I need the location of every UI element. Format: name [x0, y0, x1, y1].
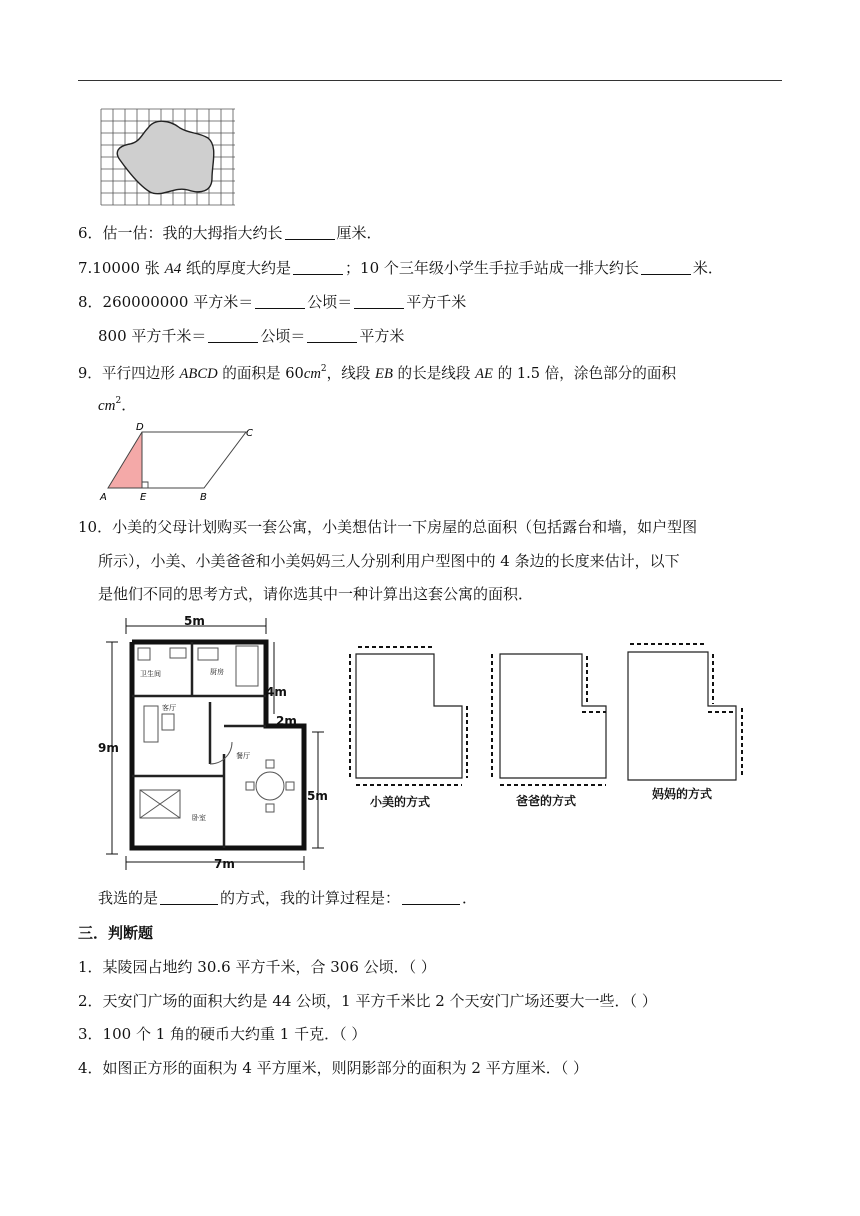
q9-ae: AE: [475, 366, 493, 382]
q9-unit-2: cm: [98, 398, 116, 414]
dim-step-2m: 2m: [276, 714, 297, 728]
judge-item-1: 1．某陵园占地约 30.6 平方千米，合 306 公顷．（ ）: [78, 958, 436, 976]
q6-suffix: 厘米．: [336, 224, 382, 242]
room-dining: 餐厅: [236, 752, 250, 760]
q9-e: 的 1.5 倍，涂色部分的面积: [492, 365, 677, 382]
q7-suffix: 米．: [692, 259, 723, 277]
q7-answer-blank-2[interactable]: [641, 259, 691, 275]
question-6: [78, 222, 382, 244]
q8-blank-4[interactable]: [307, 327, 357, 343]
q7-answer-blank-1[interactable]: [293, 259, 343, 275]
q8-l2-a: 800 平方千米＝: [98, 327, 207, 345]
q10-answer-a: 我选的是: [98, 889, 159, 907]
q8-blank-3[interactable]: [208, 327, 258, 343]
q7-mid2: ；10 个三年级小学生手拉手站成一排大约长: [345, 259, 639, 277]
question-10-line-2: 所示），小美、小美爸爸和小美妈妈三人分别利用户型图中的 4 条边的长度来估计，以下: [98, 552, 680, 570]
q9-c: ，线段: [326, 365, 376, 382]
q10-process-blank[interactable]: [402, 889, 460, 905]
q9-unit: cm: [303, 366, 321, 382]
dim-left-9m: 9m: [98, 741, 119, 755]
q9-a: 9．平行四边形: [78, 365, 180, 382]
question-8-line-2: [98, 325, 404, 347]
q8-blank-1[interactable]: [255, 293, 305, 309]
label-B: B: [200, 492, 207, 502]
q9-d: 的长是线段: [392, 365, 476, 382]
dim-right-5m: 5m: [307, 789, 328, 803]
room-bedroom: 卧室: [192, 814, 206, 822]
dim-top-5m: 5m: [184, 614, 205, 628]
question-10-line-3: 是他们不同的思考方式，请你选其中一种计算出这套公寓的面积．: [98, 585, 534, 603]
judge-item-2: 2．天安门广场的面积大约是 44 公顷，1 平方千米比 2 个天安门广场还要大一些．（ ）: [78, 992, 657, 1010]
q8-l1-c: 平方千米: [406, 293, 467, 311]
method-xiaomei-caption: 小美的方式: [370, 795, 431, 809]
method-mom-caption: 妈妈的方式: [652, 787, 713, 801]
q7-mid: 纸的厚度大约是: [181, 259, 292, 277]
q9-sup: 2: [320, 364, 327, 374]
q7-text: 7.10000 张: [78, 259, 165, 277]
q10-answer-c: ．: [462, 889, 478, 907]
floor-plan: [96, 614, 336, 874]
method-xiaomei: [346, 640, 476, 812]
label-D: D: [136, 422, 144, 433]
method-dad: [486, 644, 616, 812]
q10-method-blank[interactable]: [160, 889, 218, 905]
irregular-shape: [117, 121, 214, 193]
dim-bottom-7m: 7m: [214, 857, 235, 871]
room-kitchen: 厨房: [210, 668, 224, 676]
label-C: C: [246, 428, 253, 439]
question-9-line-1: [78, 358, 676, 385]
q6-text: 6．估一估：我的大拇指大约长: [78, 224, 283, 242]
question-8-line-1: [78, 291, 466, 313]
q8-blank-2[interactable]: [354, 293, 404, 309]
question-7: [78, 257, 723, 280]
method-mom: [620, 638, 750, 806]
q9-sup-2: 2: [115, 396, 122, 406]
label-A: A: [100, 492, 107, 502]
q7-paper-size: A4: [164, 261, 182, 277]
q10-answer-b: 的方式，我的计算过程是：: [220, 889, 401, 907]
q8-l1-b: 公顷＝: [307, 293, 353, 311]
room-bathroom: 卫生间: [140, 670, 161, 678]
question-10-line-1: 10．小美的父母计划购买一套公寓，小美想估计一下房屋的总面积（包括露台和墙，如户型图: [78, 518, 698, 536]
header-rule: [78, 80, 782, 81]
parallelogram-figure: [96, 420, 266, 502]
grid-blob-figure: [100, 108, 236, 206]
method-dad-caption: 爸爸的方式: [516, 794, 577, 808]
room-living: 客厅: [162, 704, 176, 712]
judge-item-4: 4．如图正方形的面积为 4 平方厘米，则阴影部分的面积为 2 平方厘米．（ ）: [78, 1059, 588, 1077]
judge-item-3: 3．100 个 1 角的硬币大约重 1 千克．（ ）: [78, 1025, 367, 1043]
q8-l1-a: 8．260000000 平方米＝: [78, 293, 254, 311]
question-10-answer: [98, 887, 477, 909]
q9-eb: EB: [375, 366, 393, 382]
q9-abcd: ABCD: [179, 366, 218, 382]
question-9-line-2: $cm^2$．: [98, 396, 137, 414]
q6-answer-blank[interactable]: [285, 224, 335, 240]
dim-right-4m: 4m: [266, 685, 287, 699]
section-3-title: 三．判断题: [78, 924, 154, 942]
q8-l2-c: 平方米: [359, 327, 405, 345]
q9-b: 的面积是 60: [217, 365, 304, 382]
label-E: E: [140, 492, 147, 502]
q8-l2-b: 公顷＝: [260, 327, 306, 345]
